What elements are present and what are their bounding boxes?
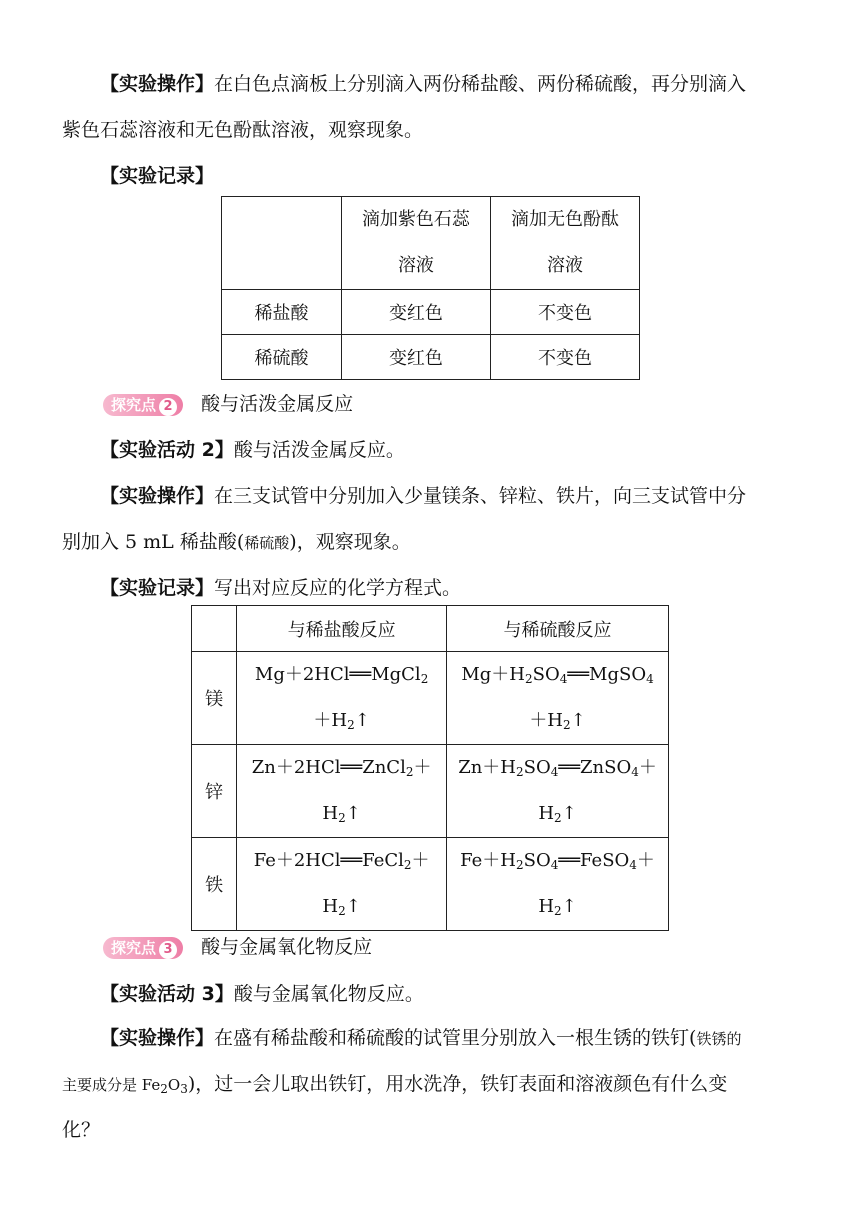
section-title: 酸与活泼金属反应: [201, 393, 354, 415]
equation-h2so4: [447, 745, 669, 838]
metal-label: 铁: [192, 838, 237, 931]
metal-label: 镁: [192, 652, 237, 745]
equation-hcl: [237, 838, 447, 931]
equation-line: [241, 884, 442, 930]
equation-hcl: [237, 745, 447, 838]
badge-number: 2: [159, 398, 177, 416]
paragraph-experiment-record-1: [100, 164, 214, 188]
label: 【实验活动 2】: [100, 439, 234, 461]
text-note: O: [167, 1076, 181, 1094]
cell: 变红色: [341, 290, 490, 335]
label: 【实验操作】: [100, 485, 215, 507]
paragraph-experiment-operation-2: [100, 484, 746, 508]
eq-sub: 2: [554, 811, 562, 825]
eq-text: ＋: [636, 850, 655, 871]
metal-label: 锌: [192, 745, 237, 838]
eq-sub: 2: [160, 1082, 168, 1096]
paragraph-line: [62, 1118, 100, 1142]
eq-text: H: [538, 803, 555, 824]
row-label: 稀硫酸: [222, 335, 342, 380]
equation-line: [451, 652, 664, 698]
eq-text: ↑: [345, 896, 361, 917]
eq-sub: 2: [338, 904, 346, 918]
label: 【实验操作】: [100, 1027, 215, 1049]
table-header-row: [192, 606, 669, 652]
section-heading-2: [103, 392, 353, 416]
eq-text: Mg＋2HCl══MgCl: [254, 664, 421, 685]
header-line: 滴加无色酚酞: [510, 209, 619, 230]
eq-text: ══FeSO: [558, 850, 630, 871]
equation-line: [451, 745, 664, 791]
section-heading-3: [103, 935, 372, 959]
equation-line: [241, 698, 442, 744]
eq-sub: 3: [180, 1082, 188, 1096]
text-note: 主要成分是 Fe: [62, 1076, 161, 1094]
eq-text: ＋: [413, 757, 432, 778]
eq-sub: 2: [338, 811, 346, 825]
table-row: [222, 335, 640, 380]
cell: 不变色: [490, 335, 639, 380]
badge-text: 探究点: [111, 396, 157, 414]
cell: 变红色: [341, 335, 490, 380]
eq-sub: 4: [646, 672, 654, 686]
equation-line: [451, 698, 664, 744]
eq-sub: 2: [515, 858, 524, 872]
paragraph-line: [62, 530, 411, 555]
header-cell-empty: [222, 197, 342, 290]
equation-line: [241, 745, 442, 791]
header-line: 溶液: [546, 255, 583, 276]
text: 紫色石蕊溶液和无色酚酞溶液，观察现象。: [62, 119, 424, 141]
eq-text: Zn＋2HCl══ZnCl: [251, 757, 406, 778]
eq-text: ＋H: [529, 710, 564, 731]
eq-text: ＋: [411, 850, 430, 871]
badge-text: 探究点: [111, 939, 157, 957]
header-cell-empty: [192, 606, 237, 652]
eq-text: Fe＋H: [460, 850, 516, 871]
label: 【实验记录】: [100, 165, 215, 187]
eq-text: ↑: [354, 710, 370, 731]
table-row: [192, 652, 669, 745]
eq-text: ↑: [345, 803, 361, 824]
header-cell-hcl: 与稀盐酸反应: [237, 606, 447, 652]
equation-line: [241, 838, 442, 884]
section-badge: [103, 394, 183, 416]
paragraph-experiment-operation-3: [100, 1026, 741, 1051]
equation-h2so4: [447, 838, 669, 931]
eq-sub: 2: [554, 904, 562, 918]
eq-text: SO: [532, 664, 560, 685]
header-cell-h2so4: 与稀硫酸反应: [447, 606, 669, 652]
table-row: [222, 290, 640, 335]
text: 写出对应反应的化学方程式。: [214, 577, 462, 599]
section-title: 酸与金属氧化物反应: [201, 936, 373, 958]
text-note: 稀硫酸: [244, 534, 290, 552]
eq-text: Mg＋H: [461, 664, 525, 685]
text: 在盛有稀盐酸和稀硫酸的试管里分别放入一根生锈的铁钉(: [214, 1027, 697, 1049]
eq-sub: 2: [405, 765, 414, 779]
text: )，过一会儿取出铁钉，用水洗净，铁钉表面和溶液颜色有什么变: [187, 1073, 728, 1095]
eq-text: ══MgSO: [567, 664, 647, 685]
paragraph-experiment-record-2: [100, 576, 461, 600]
eq-text: Fe＋2HCl══FeCl: [253, 850, 404, 871]
eq-sub: 4: [559, 672, 568, 686]
eq-text: H: [322, 803, 339, 824]
text: 别加入 5 mL 稀盐酸(: [62, 531, 245, 553]
header-cell-phenolphthalein: [490, 197, 639, 290]
text-note: 铁锈的: [696, 1030, 742, 1048]
table-row: [192, 838, 669, 931]
label: 【实验操作】: [100, 73, 215, 95]
eq-sub: 2: [515, 765, 524, 779]
equation-line: [241, 652, 442, 698]
header-line: 溶液: [397, 255, 434, 276]
table-row: [192, 745, 669, 838]
eq-sub: 4: [631, 765, 639, 779]
paragraph-line: [62, 1072, 727, 1097]
eq-sub: 4: [550, 765, 559, 779]
text: 酸与活泼金属反应。: [233, 439, 405, 461]
paragraph-activity-3: [100, 982, 424, 1006]
label: 【实验活动 3】: [100, 983, 234, 1005]
eq-text: ↑: [570, 710, 586, 731]
equation-h2so4: [447, 652, 669, 745]
text: 在三支试管中分别加入少量镁条、锌粒、铁片，向三支试管中分: [214, 485, 747, 507]
indicator-table: [221, 196, 640, 380]
eq-sub: 4: [629, 858, 637, 872]
paragraph-experiment-operation-1: [100, 72, 746, 96]
equation-line: [451, 838, 664, 884]
badge-number: 3: [159, 941, 177, 959]
eq-sub: 2: [524, 672, 533, 686]
eq-sub: 2: [403, 858, 412, 872]
eq-text: ══ZnSO: [558, 757, 632, 778]
eq-text: Zn＋H: [458, 757, 516, 778]
header-line: 滴加紫色石蕊: [361, 209, 470, 230]
eq-sub: 4: [550, 858, 559, 872]
eq-text: ↑: [561, 803, 577, 824]
text: 在白色点滴板上分别滴入两份稀盐酸、两份稀硫酸，再分别滴入: [214, 73, 747, 95]
text: 酸与金属氧化物反应。: [233, 983, 424, 1005]
eq-sub: 2: [563, 718, 571, 732]
row-label: 稀盐酸: [222, 290, 342, 335]
eq-text: ＋H: [313, 710, 348, 731]
equation-hcl: [237, 652, 447, 745]
reaction-table: [191, 605, 669, 931]
eq-text: ↑: [561, 896, 577, 917]
section-badge: [103, 937, 183, 959]
cell: 不变色: [490, 290, 639, 335]
eq-text: H: [538, 896, 555, 917]
equation-line: [241, 791, 442, 837]
paragraph-line: [62, 118, 423, 142]
header-cell-litmus: [341, 197, 490, 290]
table-header-row: [222, 197, 640, 290]
eq-sub: 2: [420, 672, 429, 686]
eq-text: SO: [523, 850, 551, 871]
eq-text: ＋: [638, 757, 657, 778]
equation-line: [451, 884, 664, 930]
text: )，观察现象。: [289, 531, 411, 553]
eq-sub: 2: [347, 718, 355, 732]
text: 化？: [62, 1119, 101, 1141]
eq-text: SO: [523, 757, 551, 778]
eq-text: H: [322, 896, 339, 917]
equation-line: [451, 791, 664, 837]
paragraph-activity-2: [100, 438, 405, 462]
label: 【实验记录】: [100, 577, 215, 599]
